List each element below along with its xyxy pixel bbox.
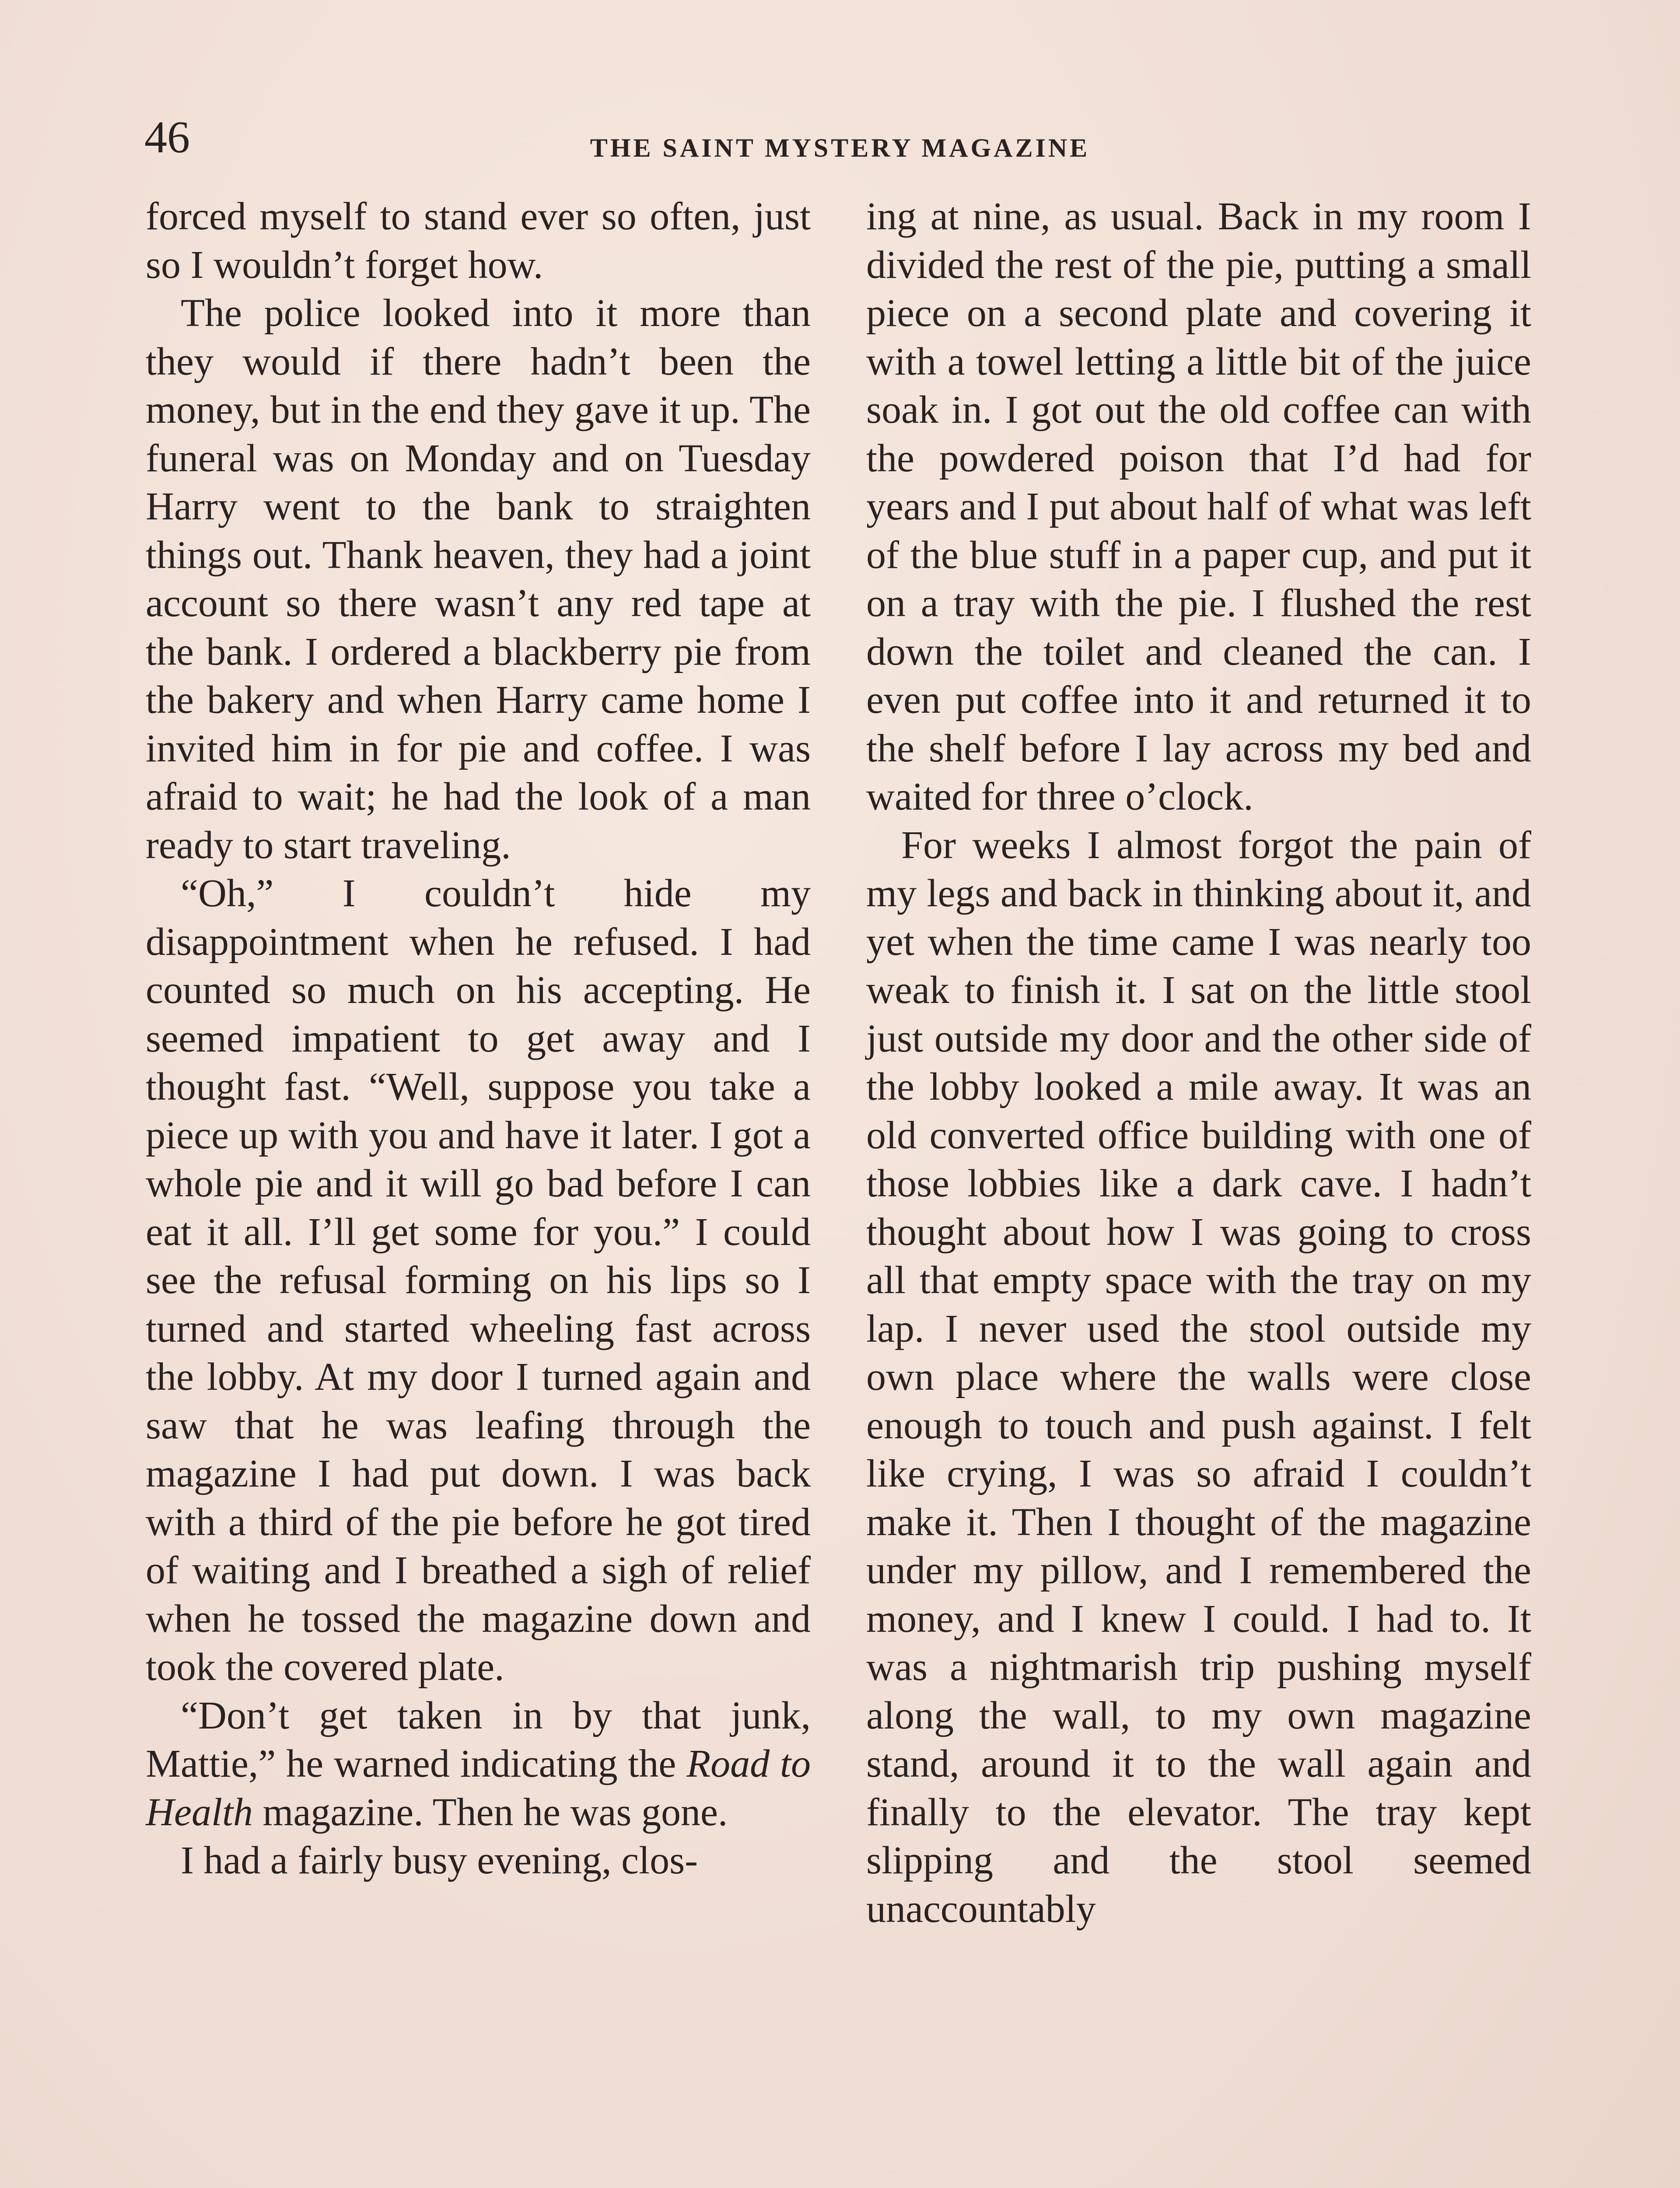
left-paragraph-1: forced myself to stand ever so often, just so I wouldn’t forget how. (146, 195, 811, 287)
running-title: THE SAINT MYSTERY MAGAZINE (590, 133, 1090, 162)
right-column (866, 193, 1531, 1933)
left-paragraph-4 (146, 1692, 811, 1837)
left-column (146, 193, 811, 1885)
left-paragraph-5: I had a fairly busy evening, clos- (181, 1839, 698, 1882)
left-paragraph-4-start: “Don’t get taken in by that junk, Mattie,” he warned indicating the (146, 1694, 811, 1785)
right-paragraph-1: ing at nine, as usual. Back in my room I divided the rest of the pie, putting a small piece on a second plate and covering it with a towel letting a little bit of the juice soak in. I got out the old coffee can with the powdered poison that I’d had for years and I put about half of what was left of the blue stuff in a paper cup, and put it on a tray with the pie. I flushed the rest down the toilet and cleaned the can. I even put coffee into it and returned it to the shelf before I lay across my bed and waited for three o’clock. (866, 195, 1531, 818)
magazine-title-italic: Road to Health (146, 1742, 811, 1834)
right-paragraph-2: For weeks I almost forgot the pain of my legs and back in thinking about it, and yet when the time came I was nearly too weak to finish it. I sat on the little stool just outside my door and the other side of the lobby looked a mile away. It was an old converted office building with one of those lobbies like a dark cave. I hadn’t thought about how I was going to cross all that empty space with the tray on my lap. I never used the stool outside my own place where the walls were close enough to touch and push against. I felt like crying, I was so afraid I couldn’t make it. Then I thought of the magazine under my pillow, and I remembered the money, and I knew I could. I had to. It was a nightmarish trip pushing myself along the wall, to my own magazine stand, around it to the wall again and finally to the elevator. The tray kept slipping and the stool seemed unaccountably (866, 823, 1531, 1931)
page-number: 46 (144, 112, 190, 162)
left-paragraph-4-end: magazine. Then he was gone. (252, 1790, 728, 1834)
left-paragraph-3: “Oh,” I couldn’t hide my disappointment when he refused. I had counted so much on his accepting. He seemed impatient to get away and I thought fast. “Well, suppose you take a piece up with you and have it later. I got a whole pie and it will go bad before I can eat it all. I’ll get some for you.” I could see the refusal forming on his lips so I turned and started wheeling fast across the lobby. At my door I turned again and saw that he was leafing through the magazine I had put down. I was back with a third of the pie before he got tired of waiting and I breathed a sigh of relief when he tossed the magazine down and took the covered plate. (146, 872, 811, 1689)
left-paragraph-2: The police looked into it more than they would if there hadn’t been the money, but in the end they gave it up. The funeral was on Monday and on Tuesday Harry went to the bank to straighten things out. Thank heaven, they had a joint account so there wasn’t any red tape at the bank. I ordered a blackberry pie from the bakery and when Harry came home I invited him in for pie and coffee. I was afraid to wait; he had the look of a man ready to start traveling. (146, 291, 811, 867)
